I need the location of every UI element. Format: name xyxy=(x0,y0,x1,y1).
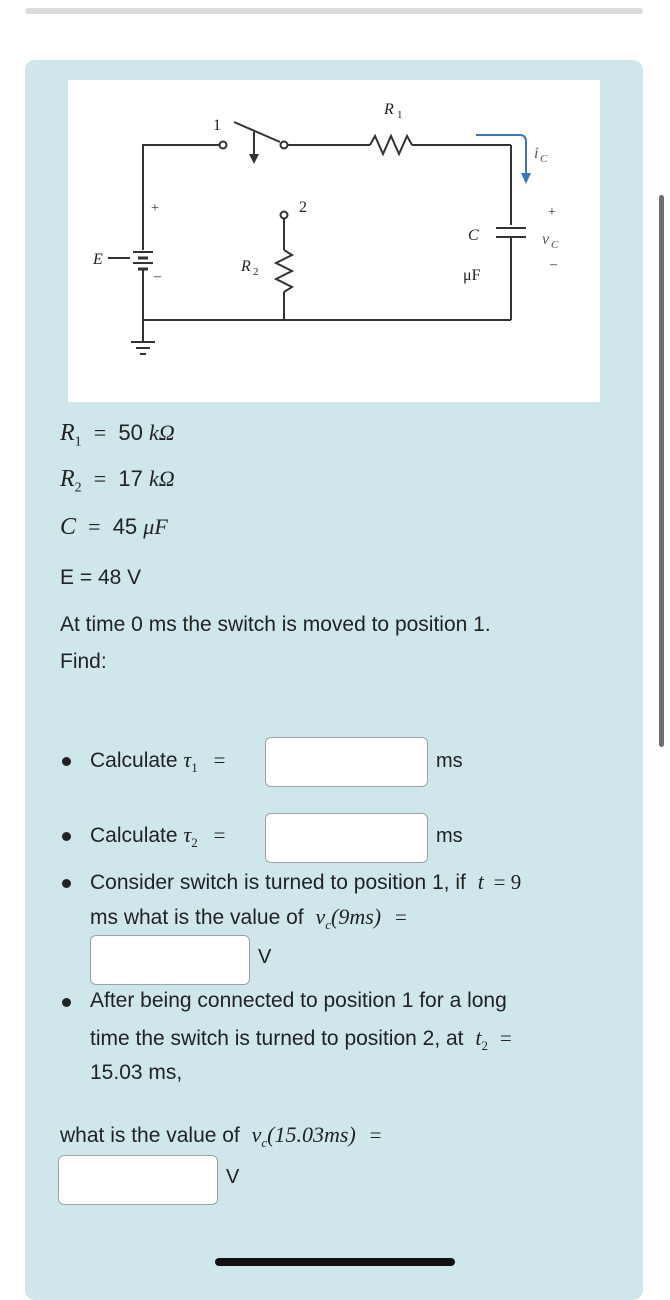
q1-text: Calculate xyxy=(90,749,178,772)
r2-subscript-text: 2 xyxy=(74,480,82,496)
q4-text-4: what is the value of xyxy=(60,1124,240,1147)
q4-equals: = xyxy=(369,1123,382,1147)
q3-t: t xyxy=(477,869,484,894)
e-symbol: E xyxy=(93,251,103,268)
q3-line-2 xyxy=(90,904,407,933)
switch-contact-1 xyxy=(220,142,227,149)
battery-plus: + xyxy=(151,201,159,216)
q3-unit: V xyxy=(258,946,272,968)
q3-arg: (9ms) xyxy=(331,904,382,929)
switch-label-2: 2 xyxy=(299,199,307,216)
vc-minus: – xyxy=(550,257,557,272)
c-unit: μF xyxy=(143,514,168,539)
q4-arg: (15.03ms) xyxy=(267,1122,356,1147)
q4-t: t xyxy=(475,1025,482,1050)
vc-subscript: C xyxy=(551,239,559,251)
battery-minus: – xyxy=(154,269,161,284)
given-r2 xyxy=(60,466,175,496)
circuit-svg xyxy=(68,80,600,402)
wire-top-left xyxy=(143,145,220,250)
q2-unit: ms xyxy=(436,825,463,847)
q4-line-3: 15.03 ms, xyxy=(90,1061,183,1084)
vc-symbol: v xyxy=(542,231,550,248)
q1-label xyxy=(90,747,225,776)
q4-text-2: time the switch is turned to position 2, at xyxy=(90,1027,464,1050)
home-indicator[interactable] xyxy=(215,1258,455,1266)
scrollbar[interactable] xyxy=(659,195,664,747)
q3-t-value: = 9 xyxy=(493,870,522,894)
circuit-diagram xyxy=(68,80,600,402)
q1-tau: τ xyxy=(183,747,192,772)
q1-tau-sub: 1 xyxy=(191,760,198,776)
q2-tau-sub: 2 xyxy=(191,835,198,851)
q2-label xyxy=(90,822,225,851)
switch-contact-2 xyxy=(281,212,288,219)
r1-subscript: 1 xyxy=(397,109,403,121)
r1-value: 50 xyxy=(118,420,143,445)
r1-symbol: R xyxy=(384,101,394,118)
switch-arrow-head xyxy=(249,154,259,164)
switch-contact-common xyxy=(281,142,288,149)
bullet-q4 xyxy=(62,998,71,1007)
given-r1 xyxy=(60,420,175,450)
bullet-q3 xyxy=(62,879,71,888)
q4-t-equals: = xyxy=(499,1026,512,1050)
r2-symbol: R xyxy=(241,258,251,275)
q4-t-sub: 2 xyxy=(481,1038,488,1054)
ic-subscript: C xyxy=(540,153,548,165)
q2-tau: τ xyxy=(183,822,192,847)
given-e: E = 48 V xyxy=(60,566,142,589)
ic-symbol: i xyxy=(534,145,539,162)
c-symbol-text: C xyxy=(60,514,77,540)
q4-vc: v xyxy=(251,1122,262,1147)
r1-symbol-text: R xyxy=(60,420,75,446)
q3-line-1 xyxy=(90,869,521,895)
vc-plus: + xyxy=(548,205,556,220)
statement-line-1: At time 0 ms the switch is moved to position 1. xyxy=(60,613,491,636)
q1-equals: = xyxy=(213,748,226,772)
q3-text-1: Consider switch is turned to position 1, if xyxy=(90,871,466,894)
r1-subscript-text: 1 xyxy=(74,434,82,450)
q3-vc: v xyxy=(315,904,326,929)
c-symbol: C xyxy=(468,227,479,244)
q2-text: Calculate xyxy=(90,824,178,847)
q4-line-4 xyxy=(60,1122,381,1151)
q1-unit: ms xyxy=(436,750,463,772)
statement-line-2: Find: xyxy=(60,650,107,673)
q3-equals: = xyxy=(394,905,407,929)
switch-label-1: 1 xyxy=(213,117,221,134)
vc-9ms-answer-input[interactable] xyxy=(90,935,250,985)
r2-subscript: 2 xyxy=(253,266,259,278)
tau1-answer-input[interactable] xyxy=(265,737,428,787)
r2-equals: = xyxy=(93,466,107,491)
top-divider xyxy=(25,8,643,14)
ic-arrow-path xyxy=(476,135,526,175)
q4-unit: V xyxy=(226,1166,240,1188)
given-c xyxy=(60,514,168,541)
c-value: 45 xyxy=(112,514,138,539)
switch-blade xyxy=(234,122,280,142)
q3-vc-sub: c xyxy=(325,917,331,933)
q4-vc-sub: c xyxy=(261,1135,268,1151)
r2-value: 17 xyxy=(118,466,143,491)
bullet-q1 xyxy=(62,757,71,766)
bullet-q2 xyxy=(62,832,71,841)
vc-15ms-answer-input[interactable] xyxy=(58,1155,218,1205)
r1-unit: kΩ xyxy=(148,420,175,445)
r2-unit: kΩ xyxy=(148,466,175,491)
tau2-answer-input[interactable] xyxy=(265,813,428,863)
r2-zigzag xyxy=(276,250,292,292)
r2-symbol-text: R xyxy=(60,466,75,492)
r1-equals: = xyxy=(93,420,107,445)
c-equals: = xyxy=(88,514,101,539)
r1-zigzag xyxy=(370,136,412,154)
q2-equals: = xyxy=(213,823,226,847)
uf-label: μF xyxy=(463,267,481,284)
ic-arrow-head xyxy=(521,173,531,184)
q3-text-2: ms what is the value of xyxy=(90,906,304,929)
q4-line-2 xyxy=(90,1025,512,1054)
q4-line-1: After being connected to position 1 for a long xyxy=(90,989,507,1012)
